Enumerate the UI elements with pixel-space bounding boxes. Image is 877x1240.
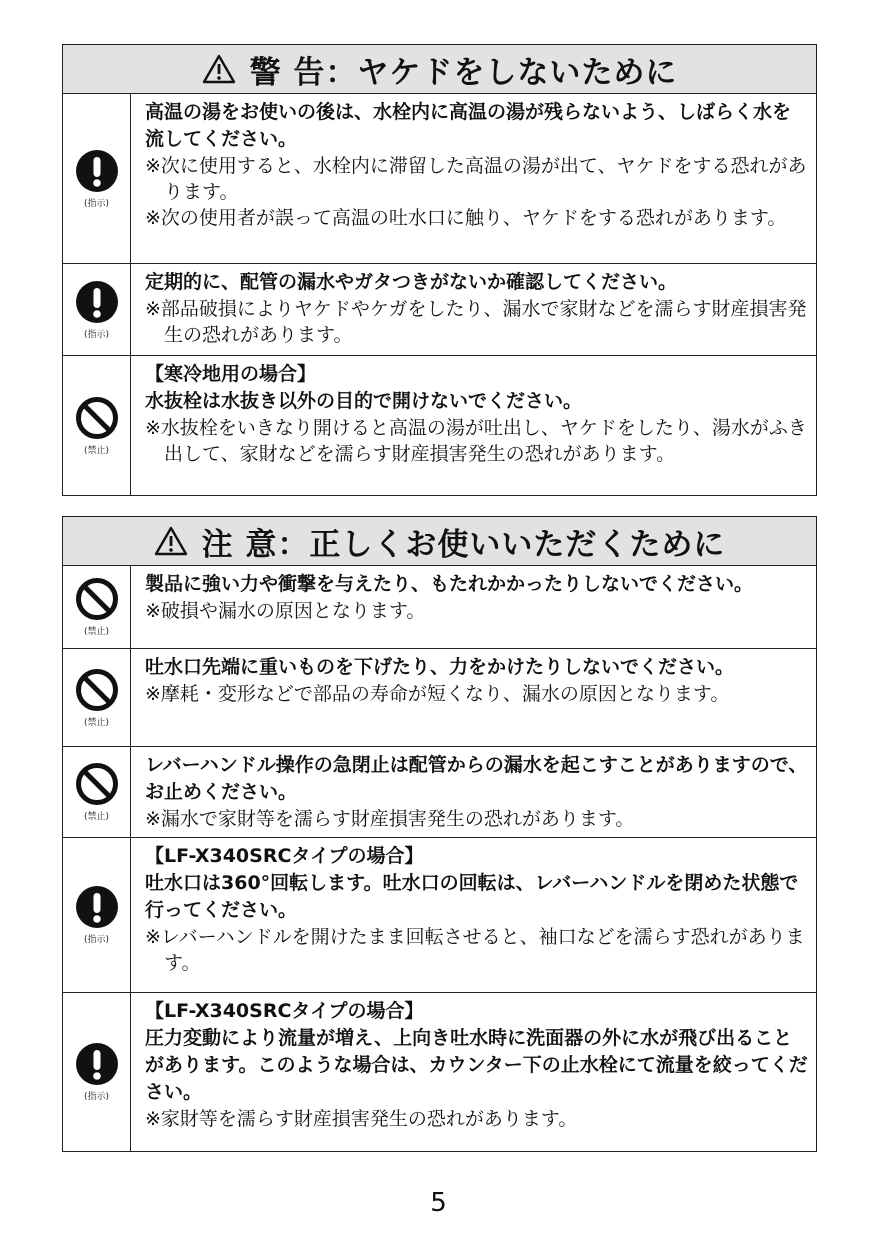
- icon-cell: [63, 993, 131, 1151]
- instruction-text: 製品に強い力や衝撃を与えたり、もたれかかったりしないでください。: [145, 573, 754, 595]
- mandatory-action-icon: [75, 885, 119, 929]
- icon-cell: [63, 747, 131, 837]
- condition-label: 【LF-X340SRCタイプの場合】: [145, 845, 424, 867]
- prohibition-icon: [75, 668, 119, 712]
- instruction-text: 定期的に、配管の漏水やガタつきがないか確認してください。: [145, 271, 678, 293]
- caution-triangle-icon: [154, 526, 188, 556]
- caution-row: [63, 992, 816, 1151]
- note-text: ※家財等を濡らす財産損害発生の恐れがあります。: [145, 1108, 578, 1130]
- warning-row: [63, 94, 816, 263]
- instruction-text: 圧力変動により流量が増え、上向き吐水時に洗面器の外に水が飛び出ることがあります。このような場合は、カウンター下の止水栓にて流量を絞ってください。: [145, 1027, 808, 1103]
- icon-caption: (指示): [83, 329, 110, 340]
- caution-row: [63, 566, 816, 648]
- prohibition-icon: [75, 762, 119, 806]
- note-text: ※次に使用すると、水栓内に滞留した高温の湯が出て、ヤケドをする恐れがあります。: [145, 155, 807, 203]
- icon-caption: (禁止): [83, 445, 110, 456]
- row-text: [131, 264, 816, 355]
- prohibition-icon: [75, 577, 119, 621]
- row-text: [131, 356, 816, 495]
- row-text: [131, 566, 816, 648]
- warning-row: [63, 263, 816, 355]
- caution-row: [63, 837, 816, 992]
- note-text: ※次の使用者が誤って高温の吐水口に触り、ヤケドをする恐れがあります。: [145, 207, 787, 229]
- row-text: [131, 838, 816, 992]
- row-text: [131, 747, 816, 837]
- icon-cell: [63, 94, 131, 263]
- icon-caption: (禁止): [83, 812, 110, 822]
- caution-header: [63, 517, 816, 566]
- page-number: 5: [430, 1188, 447, 1218]
- note-text: ※摩耗・変形などで部品の寿命が短くなり、漏水の原因となります。: [145, 683, 730, 705]
- mandatory-action-icon: [75, 149, 119, 193]
- instruction-text: 吐水口は360°回転します。吐水口の回転は、レバーハンドルを閉めた状態で行ってください。: [145, 872, 799, 921]
- caution-triangle-icon: [202, 54, 236, 84]
- caution-title: 注 意：正しくお使いいただくために: [201, 526, 726, 563]
- icon-caption: (禁止): [83, 627, 110, 637]
- icon-cell: [63, 356, 131, 495]
- icon-caption: (禁止): [83, 717, 110, 728]
- icon-cell: [63, 838, 131, 992]
- note-text: ※レバーハンドルを開けたまま回転させると、袖口などを濡らす恐れがあります。: [145, 926, 805, 974]
- warning-header: [63, 45, 816, 94]
- row-text: [131, 649, 816, 746]
- icon-cell: [63, 566, 131, 648]
- icon-caption: (指示): [83, 198, 110, 209]
- caution-row: [63, 746, 816, 837]
- icon-cell: [63, 649, 131, 746]
- instruction-text: レバーハンドル操作の急閉止は配管からの漏水を起こすことがありますので、お止めください。: [145, 754, 808, 803]
- prohibition-icon: [75, 396, 119, 440]
- instruction-text: 高温の湯をお使いの後は、水栓内に高温の湯が残らないよう、しばらく水を流してください。: [145, 101, 792, 150]
- condition-label: 【寒冷地用の場合】: [145, 363, 317, 385]
- row-text: [131, 94, 816, 263]
- caution-section: [62, 516, 817, 1152]
- mandatory-action-icon: [75, 280, 119, 324]
- warning-row: [63, 355, 816, 495]
- note-text: ※漏水で家財等を濡らす財産損害発生の恐れがあります。: [145, 808, 635, 830]
- icon-caption: (指示): [83, 935, 110, 945]
- mandatory-action-icon: [75, 1042, 119, 1086]
- note-text: ※破損や漏水の原因となります。: [145, 600, 426, 622]
- warning-section: [62, 44, 817, 496]
- note-text: ※水抜栓をいきなり開けると高温の湯が吐出し、ヤケドをしたり、湯水がふき出して、家財などを濡らす財産損害発生の恐れがあります。: [145, 417, 807, 465]
- instruction-text: 吐水口先端に重いものを下げたり、力をかけたりしないでください。: [145, 656, 735, 678]
- condition-label: 【LF-X340SRCタイプの場合】: [145, 1000, 424, 1022]
- warning-title: 警 告：ヤケドをしないために: [249, 54, 678, 91]
- row-text: [131, 993, 816, 1151]
- note-text: ※部品破損によりヤケドやケガをしたり、漏水で家財などを濡らす財産損害発生の恐れがあります。: [145, 298, 807, 346]
- icon-cell: [63, 264, 131, 355]
- instruction-text: 水抜栓は水抜き以外の目的で開けないでください。: [145, 390, 583, 412]
- icon-caption: (指示): [83, 1092, 110, 1102]
- caution-row: [63, 648, 816, 746]
